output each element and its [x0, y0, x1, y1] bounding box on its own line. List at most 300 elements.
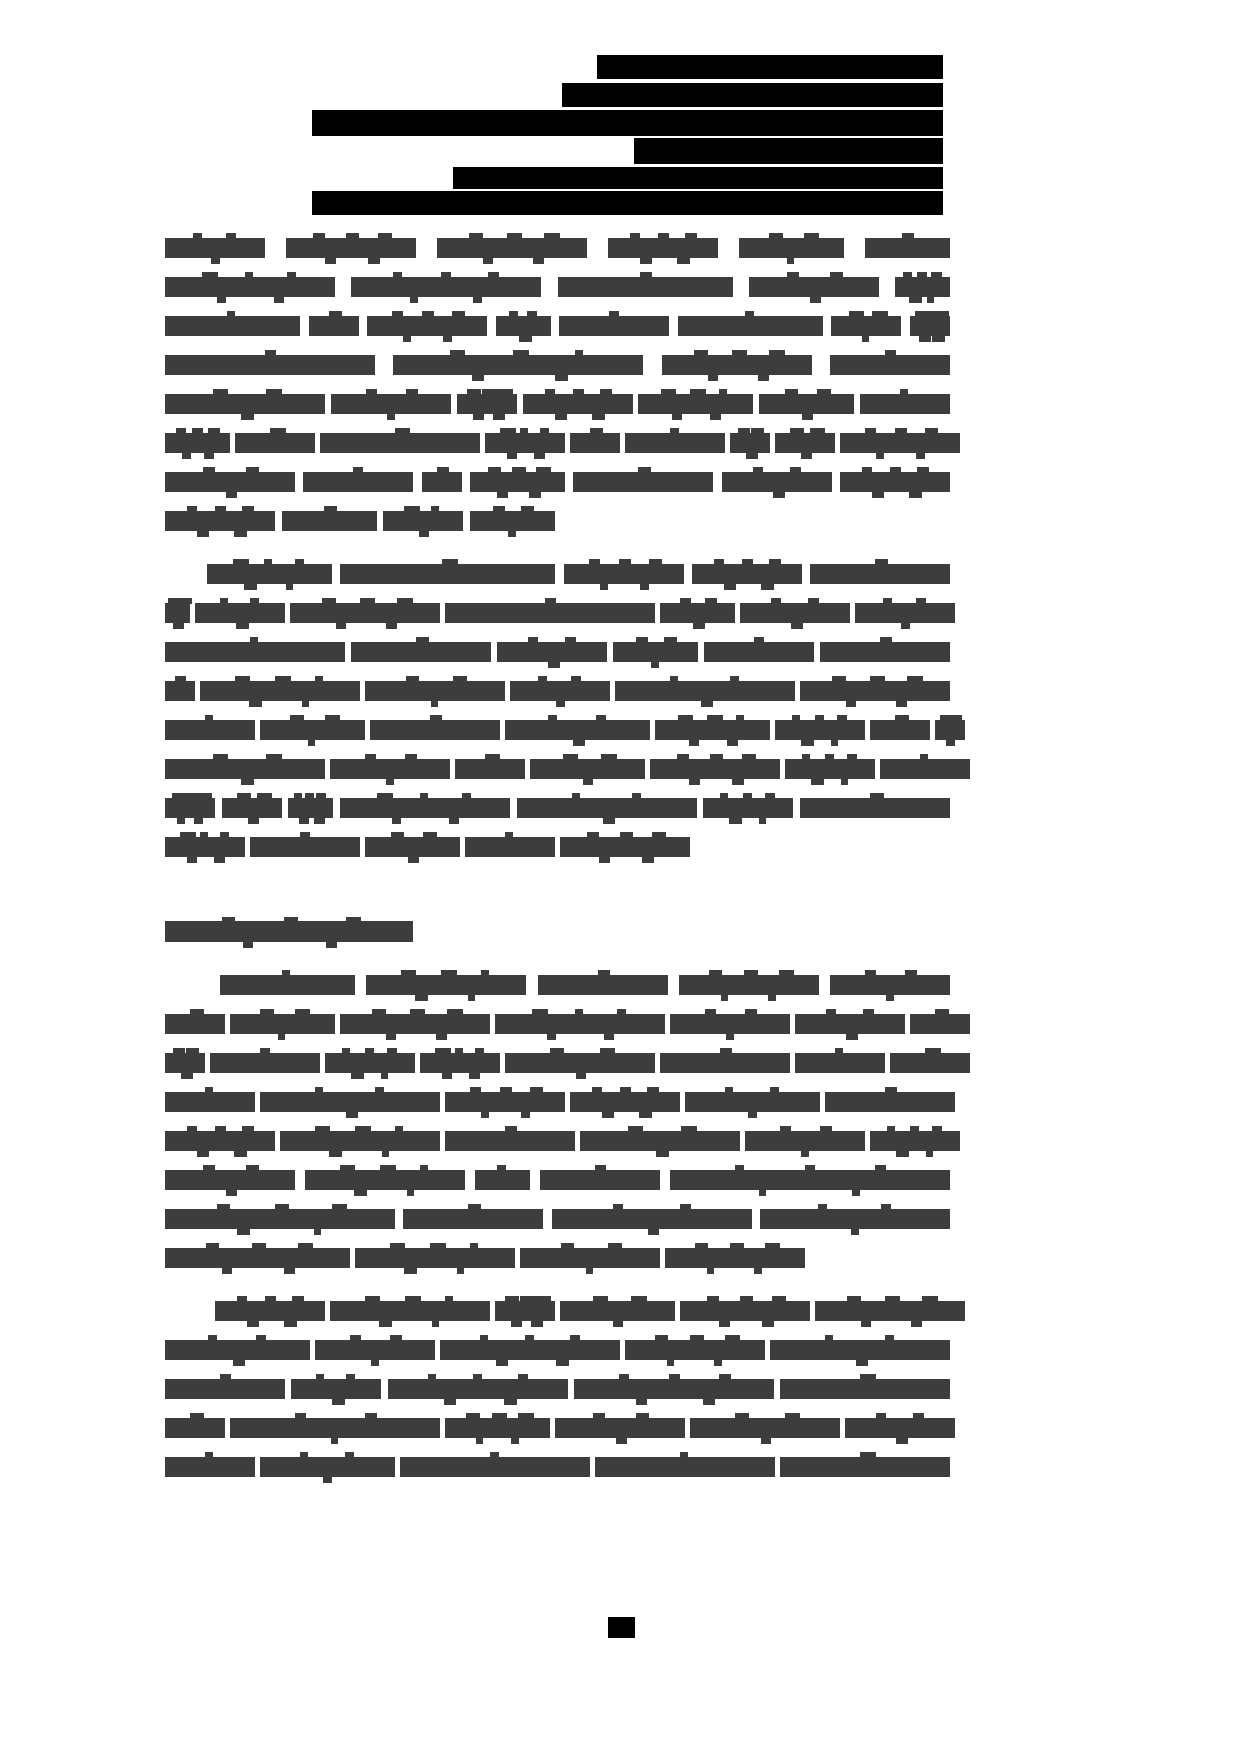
glyph-ascender: [735, 1165, 744, 1171]
glyph-ascender: [649, 559, 662, 565]
glyph-ascender: [920, 754, 928, 760]
text-line: [165, 675, 950, 714]
glyph-ascender: [875, 1165, 886, 1171]
glyph-ascender: [743, 793, 752, 799]
glyph-ascender: [792, 715, 800, 721]
glyph-ascender: [287, 272, 296, 278]
glyph-descender: [314, 1229, 321, 1235]
word-block: [495, 1301, 555, 1321]
word-block: [290, 603, 440, 623]
glyph-ascender: [732, 350, 747, 356]
glyph-ascender: [202, 272, 218, 278]
glyph-ascender: [664, 637, 677, 643]
word-block: [388, 1379, 568, 1399]
glyph-descender: [443, 336, 452, 342]
glyph-ascender: [395, 1126, 403, 1132]
word-block: [210, 1053, 320, 1073]
glyph-descender: [672, 414, 682, 420]
glyph-ascender: [935, 311, 949, 317]
glyph-descender: [496, 1360, 508, 1366]
glyph-ascender: [640, 272, 652, 278]
glyph-ascender: [187, 1126, 197, 1132]
glyph-ascender: [445, 1296, 453, 1302]
word-block: [165, 720, 255, 740]
glyph-descender: [710, 414, 721, 420]
glyph-ascender: [525, 1335, 534, 1341]
glyph-ascender: [913, 1413, 924, 1419]
glyph-ascender: [520, 428, 528, 434]
glyph-ascender: [707, 1296, 719, 1302]
text-line: [165, 232, 950, 271]
glyph-descender: [801, 740, 814, 746]
glyph-descender: [248, 818, 259, 824]
glyph-descender: [642, 857, 654, 863]
glyph-ascender: [619, 1374, 629, 1380]
glyph-ascender: [215, 506, 226, 512]
glyph-descender: [693, 623, 705, 629]
glyph-descender: [762, 1321, 774, 1327]
glyph-descender: [600, 584, 608, 590]
word-block: [775, 720, 865, 740]
glyph-descender: [236, 623, 249, 629]
text-line: [165, 831, 950, 870]
glyph-ascender: [365, 754, 376, 760]
glyph-ascender: [475, 1048, 484, 1054]
glyph-descender: [299, 818, 309, 824]
glyph-ascender: [346, 917, 361, 923]
paragraph-gap: [165, 544, 950, 558]
text-line: [165, 792, 950, 831]
glyph-ascender: [294, 793, 302, 799]
glyph-ascender: [815, 715, 824, 721]
glyph-ascender: [678, 715, 693, 721]
word-block: [282, 511, 377, 531]
glyph-ascender: [862, 467, 872, 473]
word-block: [670, 1170, 950, 1190]
glyph-ascender: [497, 389, 513, 395]
word-block: [660, 603, 735, 623]
glyph-ascender: [431, 506, 439, 512]
text-line: [165, 427, 950, 466]
glyph-ascender: [745, 311, 754, 317]
glyph-descender: [754, 1268, 762, 1274]
glyph-descender: [851, 1229, 859, 1235]
word-block: [703, 798, 793, 818]
glyph-descender: [919, 336, 931, 342]
word-block: [780, 1379, 950, 1399]
glyph-ascender: [264, 559, 272, 565]
glyph-ascender: [530, 1087, 543, 1093]
glyph-descender: [533, 258, 544, 264]
word-block: [365, 837, 460, 857]
text-line: [165, 753, 950, 792]
glyph-ascender: [596, 715, 606, 721]
glyph-ascender: [208, 428, 220, 434]
paragraph: [165, 558, 950, 870]
glyph-ascender: [804, 233, 819, 239]
glyph-ascender: [217, 1204, 230, 1210]
glyph-ascender: [805, 1165, 815, 1171]
glyph-descender: [648, 1229, 659, 1235]
heading-gap: [165, 955, 950, 969]
glyph-ascender: [571, 676, 581, 682]
word-block: [165, 1379, 285, 1399]
glyph-descender: [602, 1112, 614, 1118]
word-block: [570, 433, 620, 453]
glyph-ascender: [694, 350, 708, 356]
word-block: [315, 1340, 435, 1360]
glyph-ascender: [661, 389, 676, 395]
glyph-ascender: [488, 467, 501, 473]
word-block: [222, 798, 282, 818]
word-block: [260, 1457, 395, 1477]
glyph-ascender: [742, 754, 756, 760]
glyph-descender: [761, 1438, 771, 1444]
glyph-ascender: [528, 637, 538, 643]
word-block: [165, 642, 345, 662]
glyph-descender: [746, 453, 758, 459]
glyph-ascender: [176, 598, 192, 604]
glyph-descender: [493, 414, 505, 420]
word-block: [340, 1014, 490, 1034]
glyph-descender: [604, 1034, 614, 1040]
glyph-ascender: [601, 754, 617, 760]
word-block: [445, 603, 655, 623]
word-block: [485, 433, 565, 453]
glyph-ascender: [575, 1009, 583, 1015]
glyph-ascender: [265, 350, 276, 356]
glyph-ascender: [470, 1087, 481, 1093]
glyph-ascender: [203, 1165, 215, 1171]
word-block: [880, 759, 970, 779]
word-block: [538, 975, 668, 995]
glyph-descender: [896, 701, 907, 707]
glyph-descender: [846, 1034, 858, 1040]
glyph-ascender: [600, 389, 612, 395]
word-block: [165, 1131, 275, 1151]
glyph-descender: [222, 1268, 232, 1274]
glyph-ascender: [647, 1087, 659, 1093]
glyph-ascender: [500, 1087, 512, 1093]
word-block: [780, 1457, 950, 1477]
glyph-descender: [861, 1321, 871, 1327]
glyph-ascender: [518, 1374, 528, 1380]
glyph-ascender: [907, 676, 923, 682]
word-block: [558, 277, 733, 297]
word-block: [845, 1418, 955, 1438]
word-block: [560, 837, 690, 857]
glyph-ascender: [730, 676, 739, 682]
word-block: [440, 1340, 620, 1360]
glyph-ascender: [266, 389, 282, 395]
word-block: [870, 720, 930, 740]
glyph-descender: [768, 995, 776, 1001]
word-block: [288, 798, 333, 818]
word-block: [325, 1053, 415, 1073]
glyph-ascender: [420, 1165, 428, 1171]
text-line: [165, 1334, 950, 1373]
glyph-ascender: [300, 832, 310, 838]
word-block: [530, 759, 645, 779]
word-block: [457, 394, 517, 414]
word-block: [165, 277, 335, 297]
glyph-descender: [336, 623, 346, 629]
glyph-ascender: [890, 467, 901, 473]
glyph-ascender: [452, 311, 465, 317]
text-line: [165, 1373, 950, 1412]
glyph-ascender: [835, 1048, 843, 1054]
word-block: [559, 316, 669, 336]
glyph-ascender: [227, 311, 235, 317]
glyph-ascender: [390, 1335, 402, 1341]
word-block: [165, 759, 325, 779]
glyph-descender: [449, 818, 459, 824]
word-block: [437, 238, 587, 258]
glyph-ascender: [690, 389, 706, 395]
glyph-ascender: [316, 1374, 324, 1380]
glyph-ascender: [636, 637, 648, 643]
glyph-ascender: [609, 311, 619, 317]
glyph-descender: [497, 492, 508, 498]
glyph-ascender: [825, 1335, 833, 1341]
glyph-descender: [916, 453, 925, 459]
glyph-descender: [613, 1321, 623, 1327]
glyph-ascender: [570, 1335, 580, 1341]
glyph-ascender: [430, 715, 442, 721]
word-block: [638, 394, 753, 414]
glyph-ascender: [818, 1204, 827, 1210]
word-block: [320, 433, 480, 453]
glyph-ascender: [916, 598, 926, 604]
glyph-ascender: [638, 467, 651, 473]
glyph-ascender: [450, 350, 465, 356]
glyph-ascender: [742, 559, 753, 565]
glyph-ascender: [265, 1296, 276, 1302]
glyph-ascender: [561, 1243, 574, 1249]
glyph-ascender: [186, 1048, 199, 1054]
word-block: [220, 975, 355, 995]
glyph-ascender: [329, 311, 342, 317]
glyph-ascender: [492, 1413, 507, 1419]
glyph-ascender: [630, 233, 640, 239]
body-text: [165, 232, 950, 1490]
glyph-ascender: [720, 1048, 732, 1054]
glyph-ascender: [473, 1374, 482, 1380]
glyph-ascender: [520, 1296, 535, 1302]
glyph-ascender: [790, 467, 801, 473]
word-block: [815, 1301, 965, 1321]
word-block: [680, 1301, 810, 1321]
glyph-descender: [759, 818, 766, 824]
word-block: [340, 564, 555, 584]
glyph-ascender: [808, 598, 819, 604]
glyph-ascender: [769, 233, 783, 239]
glyph-descender: [211, 258, 220, 264]
text-line: [165, 505, 950, 544]
glyph-descender: [529, 492, 541, 498]
glyph-descender: [237, 1229, 250, 1235]
glyph-descender: [431, 701, 438, 707]
glyph-descender: [410, 297, 418, 303]
glyph-descender: [909, 492, 922, 498]
word-block: [165, 1457, 255, 1477]
glyph-ascender: [187, 506, 197, 512]
glyph-descender: [603, 818, 615, 824]
text-line: [165, 1412, 950, 1451]
glyph-ascender: [769, 559, 781, 565]
glyph-ascender: [345, 1452, 354, 1458]
glyph-descender: [548, 662, 560, 668]
glyph-ascender: [350, 1335, 361, 1341]
word-block: [795, 1014, 905, 1034]
glyph-descender: [419, 531, 429, 537]
word-block: [665, 1248, 805, 1268]
glyph-ascender: [340, 1165, 355, 1171]
glyph-descender: [911, 1321, 922, 1327]
glyph-descender: [381, 1073, 388, 1079]
glyph-ascender: [870, 676, 885, 682]
glyph-ascender: [536, 467, 551, 473]
glyph-descender: [555, 414, 567, 420]
glyph-ascender: [863, 1009, 874, 1015]
glyph-descender: [204, 453, 214, 459]
glyph-ascender: [197, 793, 212, 799]
glyph-ascender: [714, 559, 724, 565]
word-block: [165, 1053, 205, 1073]
glyph-ascender: [397, 598, 413, 604]
glyph-descender: [351, 1073, 364, 1079]
glyph-ascender: [222, 917, 235, 923]
word-block: [860, 394, 950, 414]
glyph-ascender: [881, 1204, 891, 1210]
glyph-descender: [640, 258, 652, 264]
glyph-ascender: [745, 1009, 757, 1015]
word-block: [580, 1131, 740, 1151]
word-block: [303, 472, 413, 492]
word-block: [760, 1209, 950, 1229]
glyph-ascender: [847, 754, 857, 760]
word-block: [830, 355, 950, 375]
glyph-ascender: [406, 389, 418, 395]
text-line: [165, 1203, 950, 1242]
glyph-descender: [927, 297, 934, 303]
glyph-ascender: [300, 1452, 308, 1458]
glyph-ascender: [442, 559, 458, 565]
glyph-ascender: [266, 754, 282, 760]
paragraph-gap: [165, 1281, 950, 1295]
glyph-descender: [415, 995, 428, 1001]
glyph-ascender: [825, 754, 834, 760]
glyph-ascender: [257, 793, 272, 799]
glyph-ascender: [790, 428, 804, 434]
word-block: [810, 564, 950, 584]
glyph-ascender: [205, 1087, 213, 1093]
word-block: [722, 472, 832, 492]
glyph-ascender: [391, 832, 404, 838]
glyph-ascender: [176, 428, 186, 434]
glyph-ascender: [771, 598, 781, 604]
word-block: [351, 642, 491, 662]
word-block: [195, 603, 285, 623]
word-block: [935, 720, 965, 740]
glyph-ascender: [360, 598, 375, 604]
glyph-ascender: [885, 1087, 897, 1093]
glyph-descender: [182, 453, 191, 459]
glyph-descender: [217, 297, 226, 303]
glyph-descender: [472, 375, 484, 381]
glyph-ascender: [779, 970, 794, 976]
glyph-ascender: [885, 350, 896, 356]
glyph-ascender: [324, 506, 337, 512]
glyph-descender: [573, 740, 585, 746]
word-block: [445, 1418, 550, 1438]
glyph-descender: [801, 1151, 809, 1157]
word-block: [497, 642, 607, 662]
glyph-descender: [586, 1268, 593, 1274]
glyph-ascender: [378, 233, 392, 239]
glyph-descender: [708, 375, 718, 381]
glyph-ascender: [680, 1204, 691, 1210]
glyph-ascender: [500, 428, 516, 434]
glyph-ascender: [387, 1048, 397, 1054]
glyph-ascender: [377, 793, 393, 799]
glyph-ascender: [466, 1413, 480, 1419]
glyph-ascender: [652, 832, 666, 838]
glyph-ascender: [355, 1126, 371, 1132]
glyph-ascender: [887, 1126, 895, 1132]
glyph-ascender: [325, 715, 340, 721]
word-block: [496, 316, 551, 336]
glyph-descender: [432, 1321, 439, 1327]
word-block: [165, 238, 265, 258]
word-block: [662, 355, 812, 375]
glyph-ascender: [573, 389, 584, 395]
glyph-ascender: [220, 1374, 231, 1380]
glyph-ascender: [488, 272, 499, 278]
glyph-ascender: [860, 1374, 876, 1380]
glyph-descender: [801, 453, 812, 459]
word-block: [165, 603, 190, 623]
glyph-ascender: [902, 233, 914, 239]
glyph-descender: [468, 995, 475, 1001]
text-line: [165, 388, 950, 427]
word-block: [570, 1092, 680, 1112]
glyph-descender: [386, 1034, 396, 1040]
glyph-ascender: [521, 506, 534, 512]
word-block: [704, 642, 814, 662]
glyph-ascender: [226, 233, 236, 239]
word-block: [366, 975, 526, 995]
word-block: [690, 1418, 840, 1438]
word-block: [910, 1014, 970, 1034]
glyph-descender: [703, 1399, 715, 1405]
word-block: [465, 837, 555, 857]
text-line: [165, 1451, 950, 1490]
glyph-descender: [286, 584, 293, 590]
text-line: [165, 714, 950, 753]
glyph-descender: [508, 531, 516, 537]
glyph-ascender: [420, 793, 428, 799]
word-block: [745, 1131, 865, 1151]
glyph-ascender: [690, 1335, 704, 1341]
glyph-ascender: [725, 1335, 740, 1341]
word-block: [455, 759, 525, 779]
word-block: [759, 394, 854, 414]
glyph-ascender: [365, 1296, 380, 1302]
glyph-descender: [326, 942, 337, 948]
text-line: [165, 597, 950, 636]
title-block: [0, 55, 1241, 215]
